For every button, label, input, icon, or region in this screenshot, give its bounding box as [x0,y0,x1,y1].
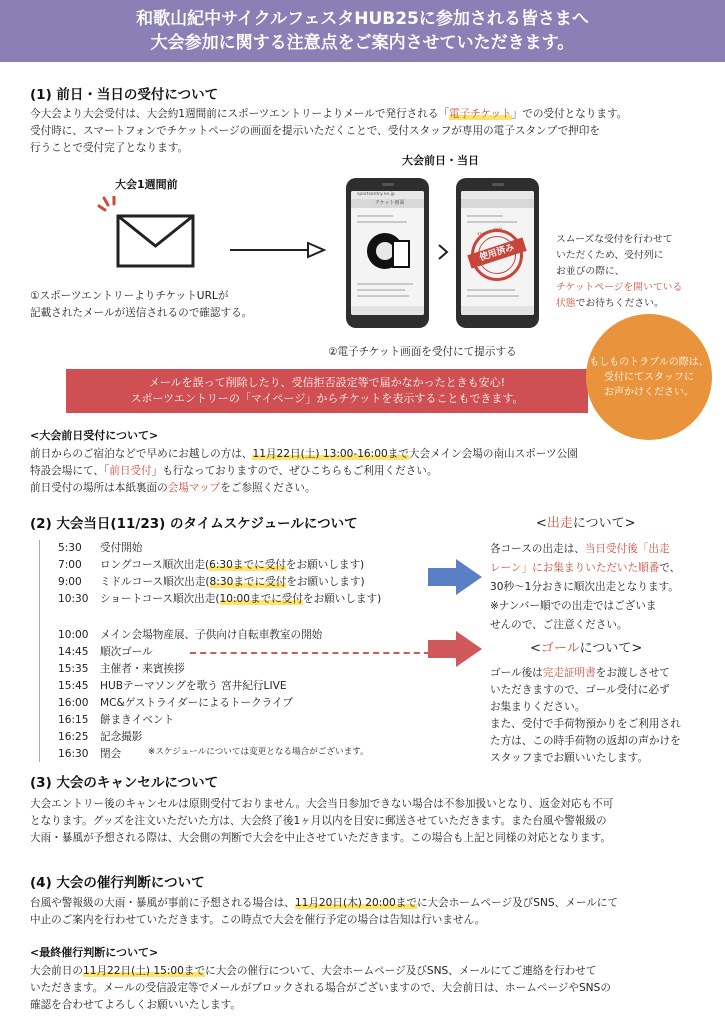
text-line [490,616,680,635]
text-line [490,682,681,699]
thank-you-text: Thank You [476,225,503,239]
emphasis-segment: 前日受付 [109,465,152,477]
text-segment: いただきますので、ゴール受付に必ず [490,684,670,696]
schedule-time: 15:45 [58,680,89,692]
schedule-event [100,644,153,660]
goal-body [490,665,681,767]
day-label: 大会前日・当日 [402,154,479,167]
text-segment: 大会メイン会場の南山スポーツ公園 [408,448,578,460]
schedule-event [100,729,142,745]
text-segment: ロングコース順次出走( [100,559,210,571]
text-segment: いただきます。メールの受信設定等でメールがブロックされる場合がございますので、大会前日は、ホームページやSNSの [30,982,611,994]
text-line [30,480,578,497]
schedule-note: ※スケジュールについては変更となる場合がございます。 [148,747,369,757]
start-title [536,515,636,533]
schedule-time: 16:15 [58,714,89,726]
schedule-event [100,712,174,728]
event-logo-icon [365,229,411,275]
text-segment: 主催者・来賓挨拶 [100,663,185,675]
emphasis-segment: 状態 [556,298,576,309]
text-segment: 台風や警報級の大雨・暴風が事前に予想される場合は、 [30,897,295,909]
text-segment: ミドルコース順次出走( [100,576,210,588]
text-segment: < [536,516,547,531]
goal-arrow-icon [426,629,484,669]
text-segment: 特設会場にて、「 [30,465,110,477]
text-line [30,446,578,463]
emphasis-segment: 電子チケット [449,108,512,120]
text-segment: 餅まきイベント [100,714,175,726]
text-line [30,980,611,997]
text-line [30,463,578,480]
text-line [30,123,627,140]
text-segment: た方は、この時手荷物の返却の声かけを [490,735,681,747]
schedule-event [100,678,287,694]
text-segment: ※ナンバー順での出走ではございま [490,600,657,612]
text-segment: 大会前日の [30,965,83,977]
schedule-time: 7:00 [58,559,82,571]
text-line [556,280,682,296]
text-line [30,106,627,123]
step1-line2: 記載されたメールが送信されるので確認する。 [30,307,253,319]
text-segment: < [530,641,541,656]
schedule-event [100,540,142,556]
phone-header: チケット画面 [375,200,405,206]
text-segment: せんので、ご注意ください。 [490,619,628,631]
text-segment: 30秒〜1分おきに順次出走となります。 [490,581,679,593]
text-segment: また、受付で手荷物預かりをご利用され [490,718,681,730]
emphasis-segment: 6:30までに受付 [209,559,286,571]
text-segment: 記念撮影 [100,731,143,743]
goal-dash-line [190,652,430,654]
section1-body [30,106,627,157]
text-segment: 」も行なっておりますので、ぜひこちらもご利用ください。 [151,465,438,477]
section3-body [30,796,613,847]
used-stamp-text: 使用済み [467,237,526,268]
schedule-event [100,591,381,607]
text-segment: 大会エントリー後のキャンセルは原則受付ておりません。大会当日参加できない場合は不参加扱いとなり、返金対応も不可 [30,798,614,810]
text-segment: 確認を合わせてよろしくお願いいたします。 [30,999,242,1011]
text-segment: 受付時に、スマートフォンでチケットページの画面を提示いただくことで、受付スタッフが専用の電子スタンプで押印を [30,125,600,137]
text-segment: でお待ちください。 [575,298,664,309]
emphasis-segment: 8:30までに受付 [209,576,287,588]
text-segment: に大会ホームページ及びSNS、メールにて [416,897,618,909]
text-segment: について> [579,641,643,656]
schedule-time: 15:35 [58,663,89,675]
phone-ticket-stamped [456,178,539,328]
text-segment: 閉会 [100,748,122,760]
emphasis-segment: 11月20日(木) 20:00まで [294,897,417,909]
final-judgment-title: <最終催行判断について> [30,946,159,959]
emphasis-segment: レーン」にお集まりいただいた順番 [490,562,660,574]
schedule-event [100,627,322,643]
text-segment: 順次ゴール [100,646,153,658]
schedule-event [100,557,364,573]
text-segment: 各コースの出走は、 [490,543,585,555]
text-line [490,699,681,716]
schedule-time: 10:30 [58,593,89,605]
text-line [490,750,681,767]
text-line [556,232,682,248]
text-segment: スムーズな受付を行わせて [556,234,673,245]
text-line [30,796,613,813]
start-arrow-icon [426,557,484,597]
schedule-time: 16:25 [58,731,89,743]
flow-arrow-icon [228,238,328,262]
header-line-1: 和歌山紀中サイクルフェスタHUB25に参加される皆さまへ [136,9,589,29]
section2-title: (2) 大会当日(11/23) のタイムスケジュールについて [30,516,358,532]
text-segment: いただくため、受付列に [556,250,664,261]
text-segment: HUBテーマソングを歌う 宮井紀行LIVE [100,680,287,692]
section1-title: (1) 前日・当日の受付について [30,87,219,103]
text-segment: をお願いします) [285,559,365,571]
text-segment: で、 [659,562,681,574]
schedule-event [100,695,293,711]
emphasis-segment: 出走 [546,516,573,531]
text-segment: ショートコース順次出走( [100,593,220,605]
trouble-line-2: 受付にてスタッフに [604,372,694,383]
section4-title: (4) 大会の催行判断について [30,875,205,891]
trouble-circle [586,314,712,440]
text-line [556,264,682,280]
schedule-time: 16:00 [58,697,89,709]
section4-body [30,895,618,929]
emphasis-segment: チケットページを開いている [556,282,683,293]
mail-envelope-icon [96,196,226,276]
text-line [490,733,681,750]
text-line [490,716,681,733]
text-segment: 中止のご案内を行わせていただきます。この時点で大会を催行予定の場合は告知は行いません。 [30,914,486,926]
text-line [490,540,680,559]
alert-line-2: スポーツエントリーの「マイページ」からチケットを表示することもできます。 [130,392,524,405]
text-segment: 受付開始 [100,542,143,554]
text-line [30,963,611,980]
emphasis-segment: 10:00までに受付 [219,593,303,605]
text-segment: 行うことで受付完了となります。 [30,142,189,154]
emphasis-segment: 11月22日(土) 13:00-16:00まで [252,448,409,460]
emphasis-segment: 完走証明書 [542,667,596,679]
text-segment: に大会の催行について、大会ホームページ及びSNS、メールにてご連絡を行わせて [205,965,597,977]
trouble-line-1: もしものトラブルの際は、 [589,357,709,368]
section3-title: (3) 大会のキャンセルについて [30,775,219,791]
eve-reception-title: <大会前日受付について> [30,429,159,442]
text-line [556,296,682,312]
schedule-time: 14:45 [58,646,89,658]
text-segment: お並びの際に、 [556,266,625,277]
alert-marks-icon [99,196,114,210]
text-segment: をお願いします) [286,576,365,588]
emphasis-segment: 会場マップ [167,482,221,494]
text-segment: メイン会場物産展、子供向け自転車教室の開始 [100,629,323,641]
text-line [30,140,627,157]
emphasis-segment: 11月22日(土) 15:00まで [82,965,206,977]
schedule-time: 5:30 [58,542,82,554]
emphasis-segment: 当日受付後「出走 [584,543,670,555]
schedule-time: 9:00 [58,576,82,588]
alert-line-1: メールを誤って削除したり、受信拒否設定等で届かなかったときも安心! [148,376,506,389]
text-segment: 今大会より大会受付は、大会約1週間前にスポーツエントリーよりメールで発行される「 [30,108,450,120]
text-line [30,830,613,847]
phone-ticket-before [346,178,429,328]
text-segment: 」での受付となります。 [511,108,628,120]
text-segment: MC&ゲストライダーによるトークライブ [100,697,293,709]
text-segment: となります。グッズを注文いただいた方は、大会終了後1ヶ月以内を目安に郵送させていただきます。また台風や警報級の [30,815,607,827]
schedule-time: 16:30 [58,748,89,760]
step1-line1: ①スポーツエントリーよりチケットURLが [30,290,229,302]
schedule-time: 10:00 [58,629,89,641]
text-line [30,895,618,912]
eve-reception-body [30,446,578,497]
text-line [490,597,680,616]
text-segment: について> [572,516,636,531]
step2-text: ②電子チケット画面を受付にて提示する [328,346,517,358]
emphasis-segment: ゴール [540,641,580,656]
text-line [490,578,680,597]
week-before-label: 大会1週間前 [115,178,178,191]
phone-url: sportsentry.ne.jp [357,192,395,197]
smooth-reception-note [556,232,682,312]
text-line [30,912,618,929]
text-segment: をご参照ください。 [220,482,316,494]
schedule-rule [39,540,40,762]
schedule-event [100,661,185,677]
text-segment: 前日受付の場所は本紙裏面の [30,482,168,494]
text-line [556,248,682,264]
final-judgment-body [30,963,611,1014]
schedule-event [100,574,365,590]
text-line [490,665,681,682]
text-line [30,813,613,830]
schedule-event [100,746,121,762]
text-segment: 前日からのご宿泊などで早めにお越しの方は、 [30,448,253,460]
text-segment: をお願いします) [303,593,382,605]
text-segment: スタッフまでお願いいたします。 [490,752,649,764]
goal-title [530,640,642,658]
start-body [490,540,680,635]
chevron-right-icon [436,242,450,262]
text-segment: ゴール後は [490,667,543,679]
header-line-2: 大会参加に関する注意点をご案内させていただきます。 [150,33,575,53]
text-segment: お集まりください。 [490,701,586,713]
text-line [490,559,680,578]
text-segment: をお渡しさせて [595,667,670,679]
trouble-line-3: お声かけください。 [604,387,694,398]
text-segment: 大雨・暴風が予想される際は、大会側の判断で大会を中止させていただきます。この場合も上記と同様の対応となります。 [30,832,611,844]
text-line [30,997,611,1014]
alert-bar [66,369,588,413]
header-banner [0,0,725,62]
